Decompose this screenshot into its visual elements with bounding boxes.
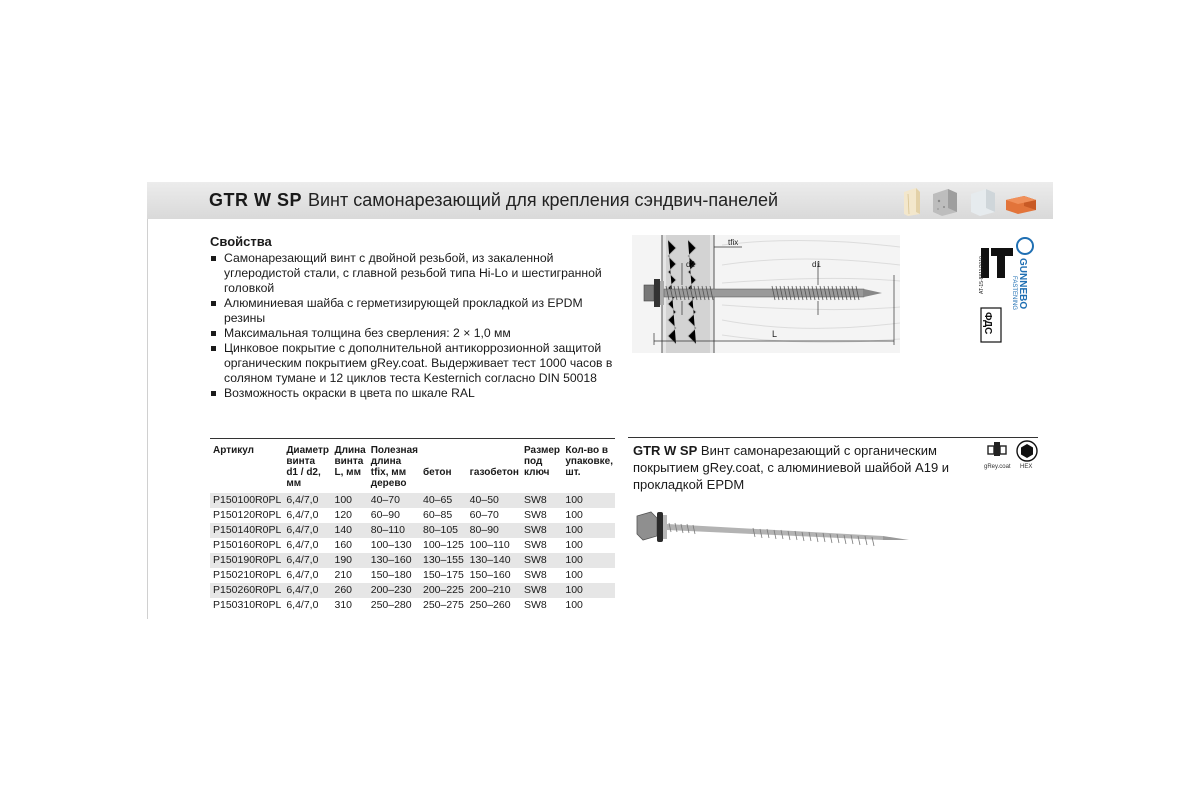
product-description — [633, 442, 983, 493]
product-code: GTR W SP — [209, 190, 302, 210]
table-row: P150160R0PL 6,4/7,0 160 100–130 100–125 100–110 SW8 100 — [213, 539, 583, 551]
product-table — [210, 438, 615, 613]
th-concrete: бетон — [422, 467, 452, 478]
th-aerated: газобетон — [469, 467, 519, 478]
product-code-small: GTR W SP — [633, 443, 698, 458]
properties-list — [210, 251, 625, 401]
table-row: P150120R0PL 6,4/7,0 120 60–90 60–85 60–70 SW8 100 — [213, 509, 583, 521]
th-qty: Кол-во в упаковке, шт. — [565, 445, 613, 478]
properties-section — [210, 234, 625, 401]
brand-sub: FASTENING — [1011, 276, 1017, 311]
table-row: P150210R0PL 6,4/7,0 210 150–180 150–175 150–160 SW8 100 — [213, 569, 583, 581]
th-key: Размер под ключ — [524, 445, 561, 478]
brick-icon — [1004, 186, 1038, 216]
properties-heading: Свойства — [210, 234, 272, 249]
product-text: Винт самонарезающий с органическим покрытием gRey.coat, с алюминиевой шайбой A19 и прокладкой EPDM — [633, 443, 950, 492]
label-tfix: tfix — [728, 238, 739, 247]
table-header-row — [210, 439, 615, 493]
product-icons — [986, 440, 1042, 474]
gunnebo-logo — [1011, 238, 1033, 310]
property-item: Самонарезающий винт с двойной резьбой, из закаленной углеродистой стали, с главной резьбой типа Hi-Lo и шестигранной головкой — [210, 251, 625, 296]
brand-name: GUNNEBO — [1017, 258, 1028, 310]
table-row: P150310R0PL 6,4/7,0 310 250–280 250–275 250–260 SW8 100 — [213, 599, 583, 611]
certification-logos — [975, 236, 1040, 346]
th-article: Артикул — [213, 445, 255, 456]
wood-icon — [900, 186, 924, 216]
left-divider — [147, 219, 148, 619]
aerated-concrete-icon — [968, 186, 998, 216]
th-useful-wood: Полезная длина tfix, мм дерево — [370, 445, 418, 489]
itb-code: AT-15-8811/2010 — [979, 256, 985, 294]
fds-logo — [981, 308, 1001, 342]
page-title — [209, 190, 778, 211]
label-length: L — [772, 329, 778, 339]
table-row: P150190R0PL 6,4/7,0 190 130–160 130–155 130–140 SW8 100 — [210, 553, 615, 568]
screw-photo — [633, 498, 913, 558]
grey-coat-caption: gRey.coat — [984, 464, 1011, 470]
label-d2: d2 — [686, 260, 695, 269]
material-icons — [900, 186, 1040, 216]
property-item: Возможность окраски в цвета по шкале RAL — [210, 386, 625, 401]
product-title: Винт самонарезающий для крепления сэндвич-панелей — [308, 190, 779, 210]
th-diameter: Диаметр винта d1 / d2, мм — [286, 445, 329, 489]
property-item: Алюминиевая шайба с герметизирующей прокладкой из EPDM резины — [210, 296, 625, 326]
hex-caption: HEX — [1020, 464, 1033, 470]
product-divider — [628, 437, 1038, 438]
fds-mark: ФДС — [982, 312, 993, 335]
property-item: Цинковое покрытие с дополнительной антикоррозионной защитой органическим покрытием gRey.coat. Выдерживает тест 1000 часов в соляном тумане и 12 циклов теста Kesternich согласно DIN 50018 — [210, 341, 625, 386]
label-d1: d1 — [812, 260, 821, 269]
property-item: Максимальная толщина без сверления: 2 × 1,0 мм — [210, 326, 625, 341]
hex-head-icon — [1016, 440, 1038, 462]
itb-logo — [979, 248, 1013, 294]
table-row: P150260R0PL 6,4/7,0 260 200–230 200–225 200–210 SW8 100 — [210, 583, 615, 598]
concrete-icon — [930, 186, 960, 216]
screw-technical-drawing — [632, 235, 900, 353]
grey-coat-icon — [986, 440, 1008, 460]
table-row: P150140R0PL 6,4/7,0 140 80–110 80–105 80–90 SW8 100 — [210, 523, 615, 538]
table-row: P150100R0PL 6,4/7,0 100 40–70 40–65 40–50 SW8 100 — [210, 493, 615, 508]
th-length: Длина винта L, мм — [334, 445, 366, 478]
